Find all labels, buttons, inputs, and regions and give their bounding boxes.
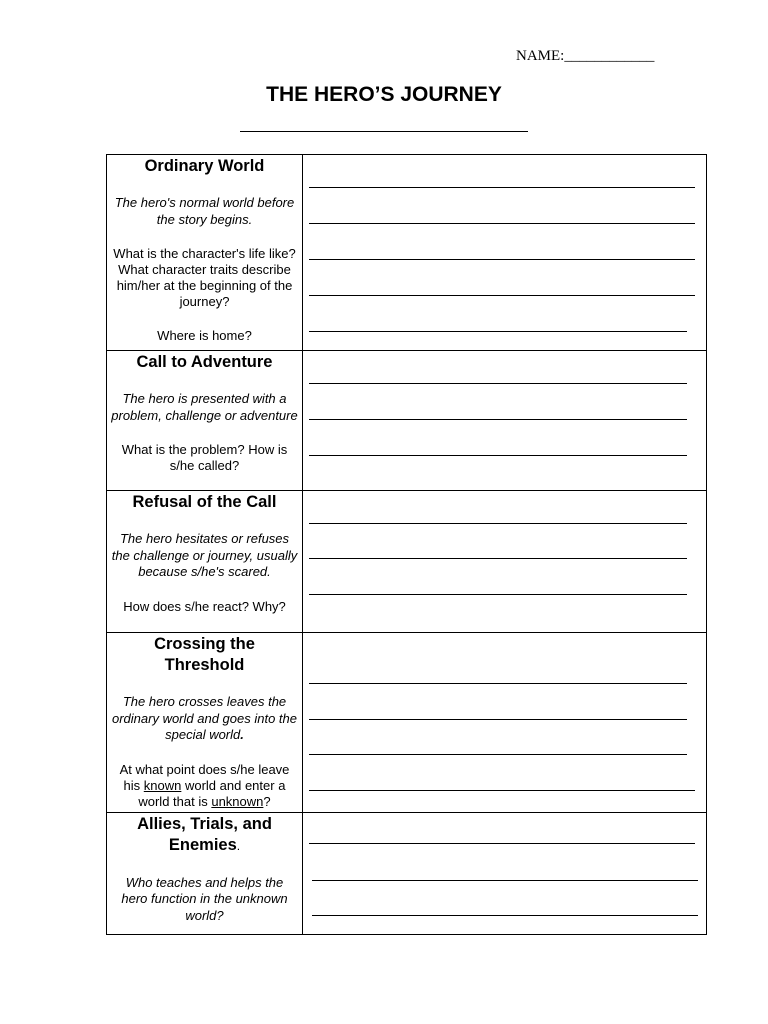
answer-line[interactable] bbox=[309, 187, 695, 188]
section-title: Ordinary World bbox=[144, 157, 265, 175]
answer-line[interactable] bbox=[309, 790, 695, 791]
answer-line[interactable] bbox=[309, 455, 687, 456]
question-text: world and enter a world that is bbox=[138, 777, 286, 809]
answer-line[interactable] bbox=[309, 383, 687, 384]
section-allies-trials-enemies bbox=[107, 812, 707, 934]
answer-area[interactable] bbox=[303, 812, 707, 934]
name-blank[interactable]: ____________ bbox=[564, 48, 655, 64]
question-text: ? bbox=[263, 793, 271, 809]
section-prompt-cell bbox=[107, 351, 303, 491]
section-description: The hero hesitates or refuses the challenge or journey, usually because s/he's scared. bbox=[111, 531, 298, 579]
section-title-line: Enemies bbox=[168, 835, 237, 854]
section-question bbox=[107, 762, 302, 810]
name-field[interactable] bbox=[516, 48, 654, 65]
section-description: The hero is presented with a problem, challenge or adventure bbox=[111, 391, 298, 423]
title-underline bbox=[240, 131, 528, 132]
answer-area[interactable] bbox=[303, 155, 707, 351]
section-title-line: Crossing the bbox=[154, 635, 255, 653]
name-label: NAME: bbox=[516, 48, 565, 64]
section-prompt-cell bbox=[107, 812, 303, 934]
section-prompt-cell bbox=[107, 633, 303, 813]
answer-area[interactable] bbox=[303, 633, 707, 813]
answer-line[interactable] bbox=[309, 419, 687, 420]
answer-line[interactable] bbox=[309, 558, 687, 559]
question-unknown: unknown bbox=[211, 793, 264, 809]
journey-table bbox=[106, 154, 707, 935]
section-title-line: Allies, Trials, and bbox=[137, 814, 272, 833]
section-description: The hero's normal world before the story begins. bbox=[114, 195, 295, 227]
answer-line[interactable] bbox=[309, 594, 687, 595]
section-question: How does s/he react? Why? bbox=[123, 598, 286, 614]
answer-line[interactable] bbox=[312, 880, 698, 881]
section-call-to-adventure bbox=[107, 351, 707, 491]
section-ordinary-world bbox=[107, 155, 707, 351]
answer-line[interactable] bbox=[309, 523, 687, 524]
answer-line[interactable] bbox=[309, 259, 695, 260]
section-title: Call to Adventure bbox=[136, 353, 273, 371]
section-prompt-cell bbox=[107, 491, 303, 633]
section-prompt-cell bbox=[107, 155, 303, 351]
section-description: Who teaches and helps the hero function in the unknown world? bbox=[121, 874, 288, 923]
section-title-period: . bbox=[236, 838, 241, 853]
section-title bbox=[107, 634, 302, 676]
page-title: THE HERO’S JOURNEY bbox=[266, 83, 502, 106]
question-known: known bbox=[143, 777, 182, 793]
answer-area[interactable] bbox=[303, 491, 707, 633]
answer-line[interactable] bbox=[309, 719, 687, 720]
answer-line[interactable] bbox=[309, 331, 687, 332]
answer-line[interactable] bbox=[309, 223, 695, 224]
section-question: Where is home? bbox=[157, 328, 252, 343]
answer-line[interactable] bbox=[312, 915, 698, 916]
section-description bbox=[107, 694, 302, 744]
answer-area[interactable] bbox=[303, 351, 707, 491]
answer-line[interactable] bbox=[309, 683, 687, 684]
section-title-line: Threshold bbox=[164, 656, 245, 674]
section-title bbox=[107, 814, 302, 857]
section-description-text: The hero crosses leaves the ordinary world and goes into the special world bbox=[111, 694, 297, 742]
section-refusal-of-the-call bbox=[107, 491, 707, 633]
question-text: At what point does s/he leave his bbox=[119, 761, 290, 793]
section-question: What is the character's life like? What character traits describe him/her at the beginning of the journey? bbox=[113, 246, 296, 309]
section-title: Refusal of the Call bbox=[132, 493, 277, 511]
answer-line[interactable] bbox=[309, 754, 687, 755]
answer-line[interactable] bbox=[309, 843, 695, 844]
section-question: What is the problem? How is s/he called? bbox=[121, 442, 288, 473]
answer-line[interactable] bbox=[309, 295, 695, 296]
section-description-end: . bbox=[240, 727, 244, 742]
section-crossing-the-threshold bbox=[107, 633, 707, 813]
